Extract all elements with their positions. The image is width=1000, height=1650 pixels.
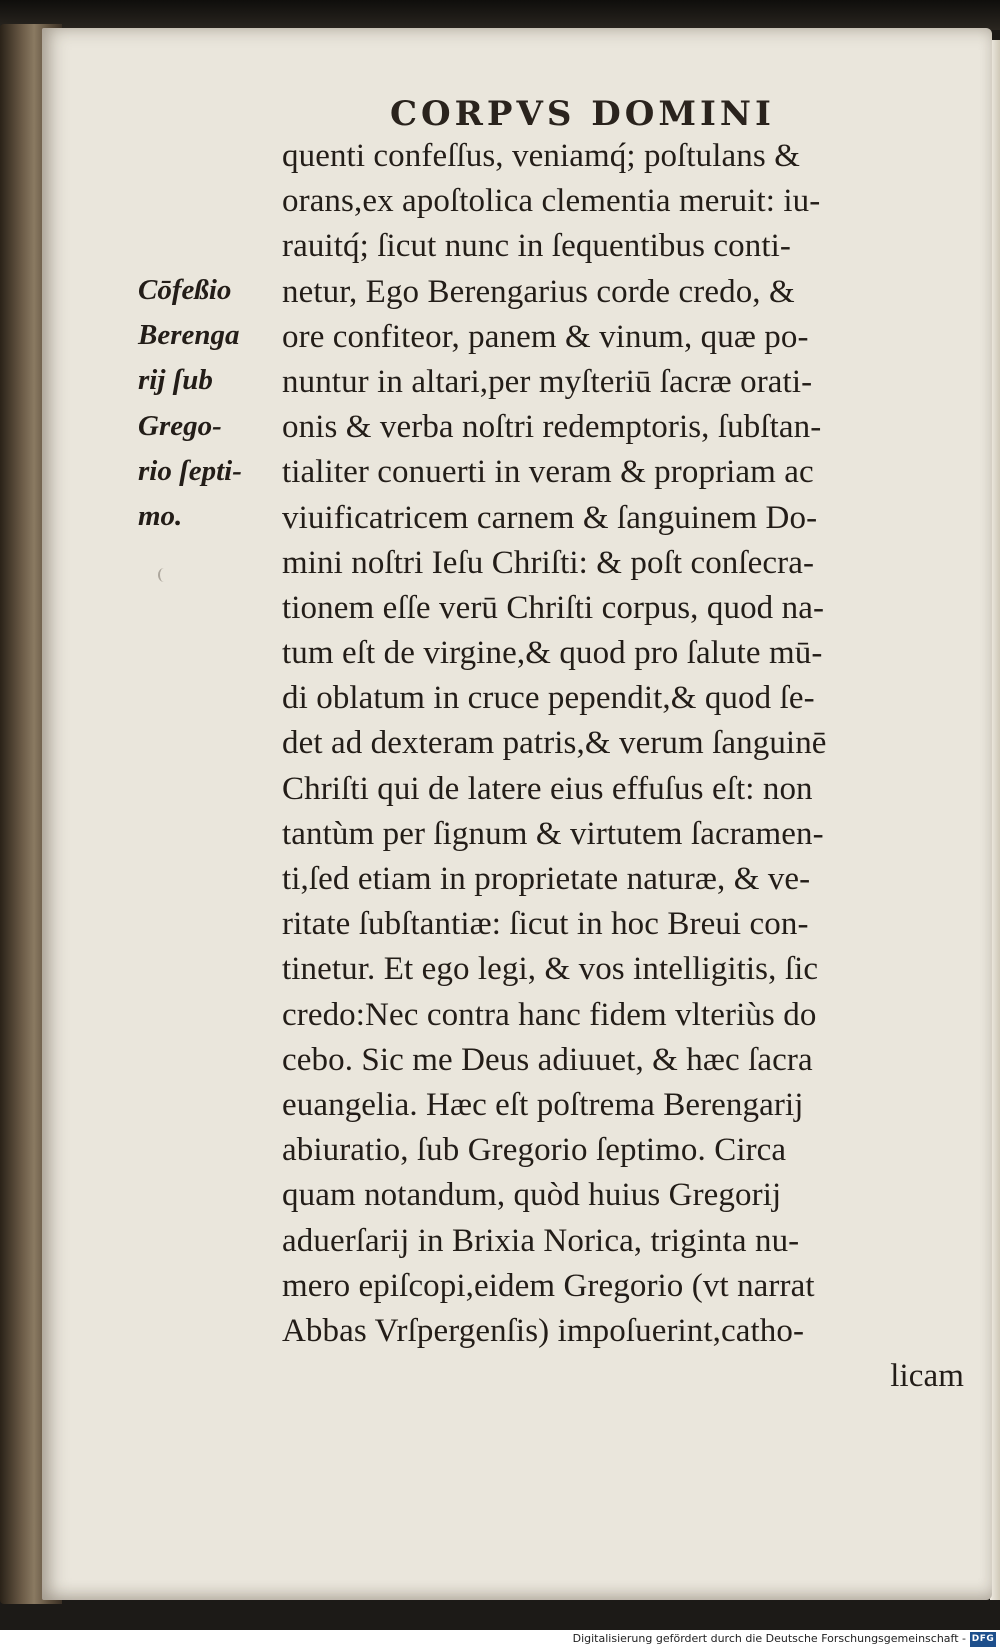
text-line: tinetur. Et ego legi, & vos intelligitis, ſic <box>282 951 819 988</box>
text-line: credo:Nec contra hanc fidem vlteriùs do <box>282 996 817 1033</box>
text-line: Abbas Vrſpergenſis) impoſuerint,catho- <box>282 1312 805 1349</box>
text-line: quam notandum, quòd huius Gregorij <box>282 1177 782 1214</box>
text-line: tantùm per ſignum & virtutem ſacramen- <box>282 815 824 852</box>
marginal-note-line: mo. <box>138 499 183 532</box>
text-line: euangelia. Hæc eſt poſtrema Berengarij <box>282 1086 804 1123</box>
text-line: tum eſt de virgine,& quod pro ſalute mū- <box>282 635 823 672</box>
text-line: tionem eſſe verū Chriſti corpus, quod na- <box>282 589 825 626</box>
marginal-note-line: rij ſub <box>138 364 213 397</box>
catchword: licam <box>890 1358 964 1395</box>
marginal-note-line: Grego- <box>138 409 222 442</box>
text-line: cebo. Sic me Deus adiuuet, & hæc ſacra <box>282 1041 813 1078</box>
text-line: rauitq́; ſicut nunc in ſequentibus conti- <box>282 228 791 265</box>
text-line: mini noſtri Ieſu Chriſti: & poſt conſecra- <box>282 544 815 581</box>
book-top-shadow <box>0 0 1000 30</box>
text-line: Chriſti qui de latere eius effuſus eſt: non <box>282 770 813 807</box>
text-line: ti,ſed etiam in proprietate naturæ, & ve- <box>282 861 811 897</box>
text-line: ritate ſubſtantiæ: ſicut in hoc Breui con- <box>282 906 809 943</box>
footer-bar <box>0 1630 1000 1650</box>
text-line: nuntur in altari,per myſteriū ſacræ orati- <box>282 363 813 400</box>
marginal-note <box>138 268 278 539</box>
text-line: quenti confeſſus, veniamq́; poſtulans & <box>282 138 800 174</box>
text-line: netur, Ego Berengarius corde credo, & <box>282 273 795 310</box>
funding-credit: Digitalisierung gefördert durch die Deutsche Forschungsgemeinschaft - <box>572 1632 966 1645</box>
text-line: di oblatum in cruce pependit,& quod ſe- <box>282 680 815 717</box>
text-line: ore confiteor, panem & vinum, quæ po- <box>282 318 809 355</box>
text-line: abiuratio, ſub Gregorio ſeptimo. Circa <box>282 1132 787 1169</box>
marginal-note-line: Cōfeßio <box>138 274 232 306</box>
text-line: onis & verba noſtri redemptoris, ſubſtan- <box>282 409 822 446</box>
marginal-note-line: Berenga <box>138 319 240 352</box>
running-head: CORPVS DOMINI <box>390 94 775 134</box>
text-line: tialiter conuerti in veram & propriam ac <box>282 454 814 491</box>
marginal-note-line: rio ſepti- <box>138 454 242 487</box>
ink-smudge <box>158 568 170 582</box>
dfg-logo-icon: DFG <box>970 1632 996 1647</box>
text-line: viuificatricem carnem & ſanguinem Do- <box>282 499 818 536</box>
text-line: orans,ex apoſtolica clementia meruit: iu- <box>282 183 821 220</box>
text-line: det ad dexteram patris,& verum ſanguinē <box>282 725 827 762</box>
text-line: mero epiſcopi,eidem Gregorio (vt narrat <box>282 1267 815 1304</box>
text-line: aduerſarij in Brixia Norica, triginta nu- <box>282 1222 800 1259</box>
body-text <box>282 134 972 1399</box>
